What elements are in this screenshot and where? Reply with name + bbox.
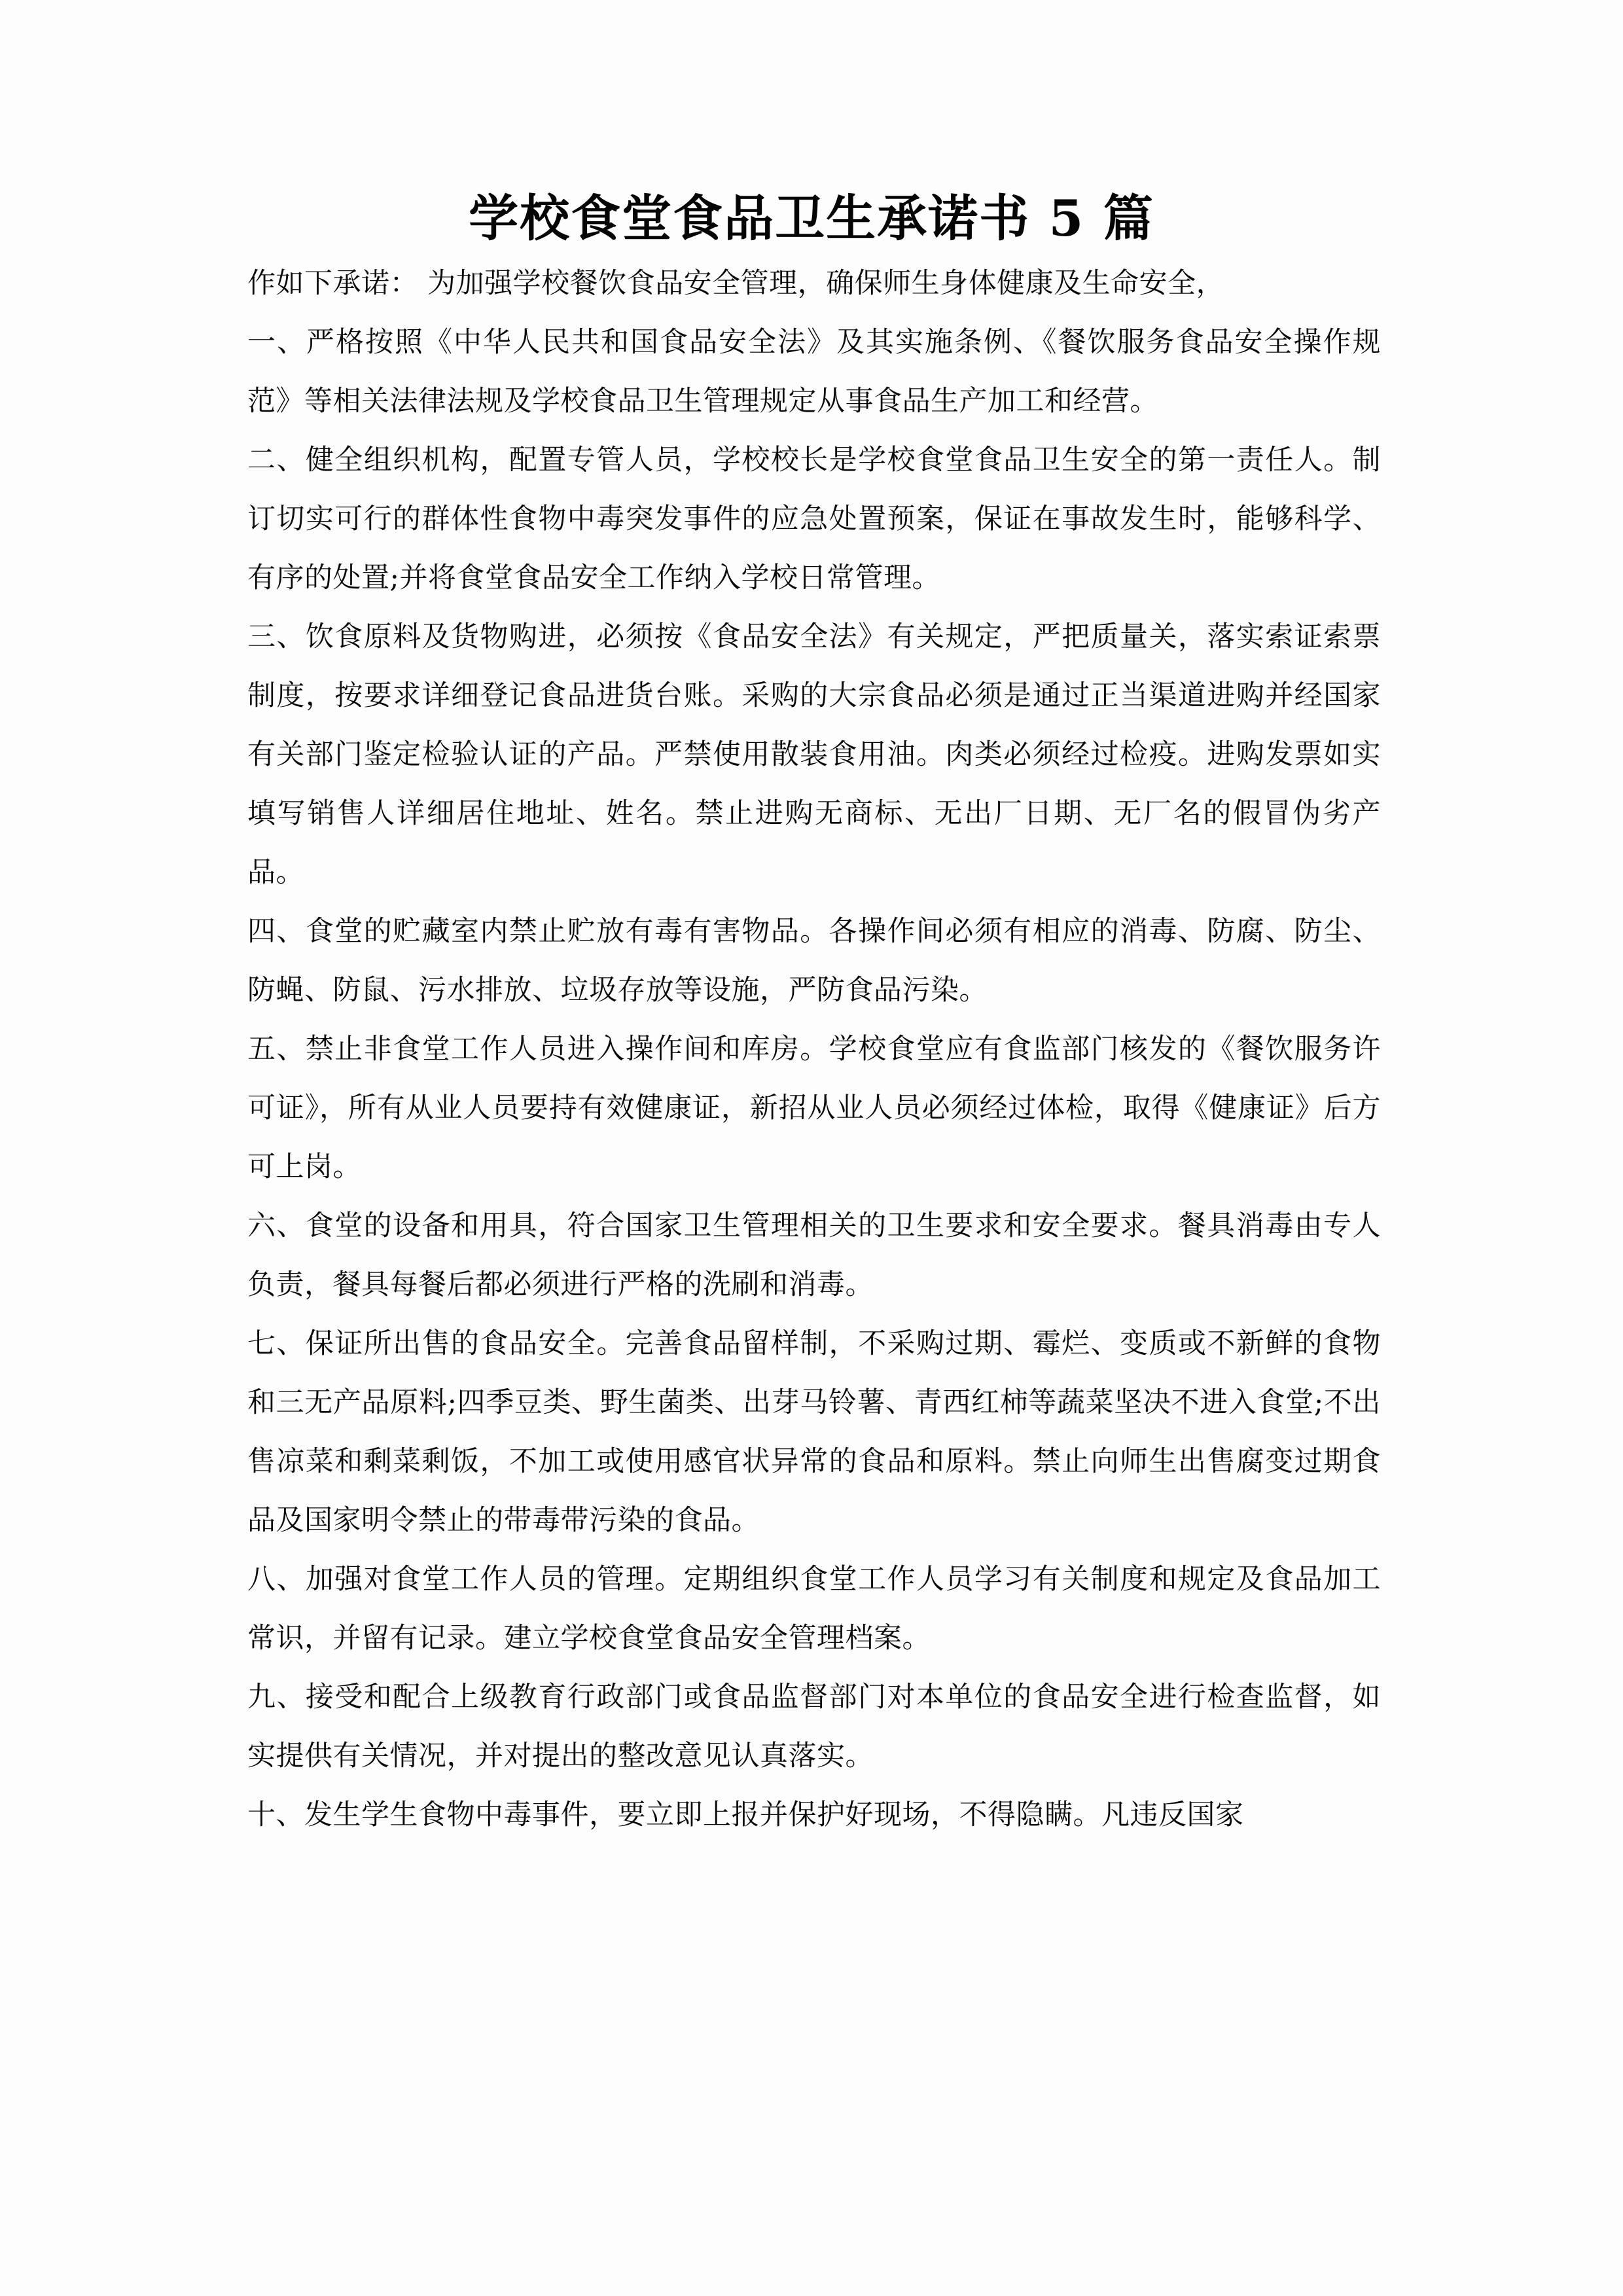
paragraph-intro: 作如下承诺： 为加强学校餐饮食品安全管理，确保师生身体健康及生命安全， — [247, 267, 1225, 300]
paragraph-item-2: 二、健全组织机构，配置专管人员，学校校长是学校食堂食品卫生安全的第一责任人。制订切实可行的群体性食物中毒突发事件的应急处置预案，保证在事故发生时，能够科学、有序的处置;并将食堂食品安全工作纳入学校日常管理。 — [247, 444, 1381, 594]
paragraph-item-1: 一、严格按照《中华人民共和国食品安全法》及其实施条例、《餐饮服务食品安全操作规范》等相关法律法规及学校食品卫生管理规定从事食品生产加工和经营。 — [247, 326, 1381, 418]
paragraph-item-5: 五、禁止非食堂工作人员进入操作间和库房。学校食堂应有食监部门核发的《餐饮服务许可证》，所有从业人员要持有效健康证，新招从业人员必须经过体检，取得《健康证》后方可上岗。 — [247, 1033, 1381, 1183]
paragraph-item-7: 七、保证所出售的食品安全。完善食品留样制，不采购过期、霉烂、变质或不新鲜的食物和三无产品原料;四季豆类、野生菌类、出芽马铃薯、青西红柿等蔬菜坚决不进入食堂;不出售凉菜和剩菜剩饭，不加工或使用感官状异常的食品和原料。禁止向师生出售腐变过期食品及国家明令禁止的带毒带污染的食品。 — [247, 1327, 1381, 1537]
document-body — [247, 254, 1381, 1844]
paragraph-item-6: 六、食堂的设备和用具，符合国家卫生管理相关的卫生要求和安全要求。餐具消毒由专人负责，餐具每餐后都必须进行严格的洗刷和消毒。 — [247, 1210, 1381, 1301]
paragraph-item-9: 九、接受和配合上级教育行政部门或食品监督部门对本单位的食品安全进行检查监督，如实提供有关情况，并对提出的整改意见认真落实。 — [247, 1681, 1381, 1772]
paragraph-item-10: 十、发生学生食物中毒事件，要立即上报并保护好现场，不得隐瞒。凡违反国家 — [247, 1799, 1244, 1831]
paragraph-item-8: 八、加强对食堂工作人员的管理。定期组织食堂工作人员学习有关制度和规定及食品加工常识，并留有记录。建立学校食堂食品安全管理档案。 — [247, 1563, 1381, 1655]
page-title: 学校食堂食品卫生承诺书 5 篇 — [469, 188, 1154, 247]
paragraph-item-3: 三、饮食原料及货物购进，必须按《食品安全法》有关规定，严把质量关，落实索证索票制度，按要求详细登记食品进货台账。采购的大宗食品必须是通过正当渠道进购并经国家有关部门鉴定检验认证的产品。严禁使用散装食用油。肉类必须经过检疫。进购发票如实填写销售人详细居住地址、姓名。禁止进购无商标、无出厂日期、无厂名的假冒伪劣产品。 — [247, 620, 1381, 889]
paragraph-item-4: 四、食堂的贮藏室内禁止贮放有毒有害物品。各操作间必须有相应的消毒、防腐、防尘、防蝇、防鼠、污水排放、垃圾存放等设施，严防食品污染。 — [247, 915, 1381, 1007]
